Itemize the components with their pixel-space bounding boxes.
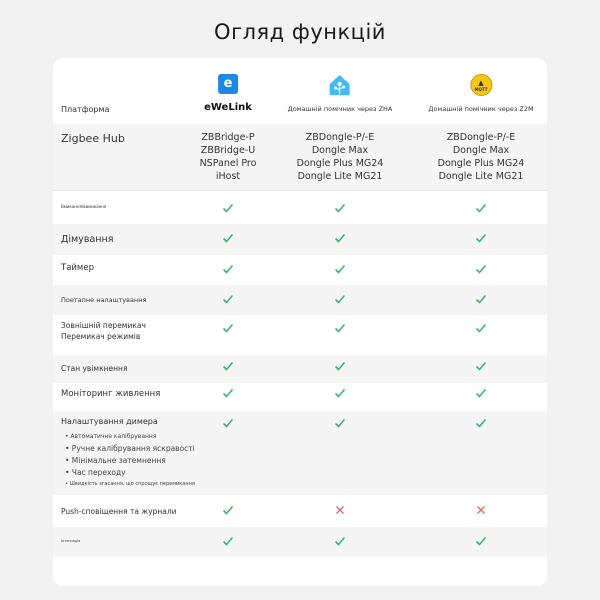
zigbee-hub-row: [53, 124, 547, 190]
feature-label: Зовнішній перемикач: [61, 321, 146, 330]
hub-item: Dongle Plus MG24: [296, 158, 384, 169]
zha-hubs: [297, 131, 384, 183]
hub-item: ZBBridge-U: [200, 145, 256, 156]
check-icon: [334, 232, 346, 244]
check-icon: [222, 535, 234, 547]
check-icon: [475, 417, 487, 429]
feature-row-dimming: [53, 224, 547, 255]
check-icon: [475, 232, 487, 244]
check-icon: [475, 263, 487, 275]
check-icon: [475, 293, 487, 305]
check-icon: [334, 360, 346, 372]
check-icon: [222, 417, 234, 429]
check-icon: [222, 232, 234, 244]
check-icon: [334, 202, 346, 214]
check-icon: [222, 360, 234, 372]
check-icon: [334, 535, 346, 547]
check-icon: [475, 202, 487, 214]
feature-label: Вмикання/вимикання: [61, 204, 107, 209]
check-icon: [334, 387, 346, 399]
z2m-name: Домашній помічник через Z2M: [428, 105, 534, 113]
hub-item: ZBDongle-P/-E: [446, 132, 516, 143]
feature-row-on-off: [53, 191, 547, 224]
check-icon: [475, 322, 487, 334]
feature-sub-item: • Ручне калібрування яскравості: [65, 444, 195, 453]
hub-item: Dongle Lite MG21: [297, 171, 383, 182]
feature-row-timer: [53, 255, 547, 285]
feature-sub-item: • Швидкість згасання, що спрощує перемикання: [65, 481, 195, 487]
feature-sub-item: • Час переходу: [65, 468, 126, 477]
hub-item: ZBDongle-P/-E: [305, 132, 375, 143]
feature-label: Дімування: [61, 234, 114, 245]
hub-item: Dongle Max: [452, 145, 510, 156]
cross-icon: [475, 504, 487, 516]
check-icon: [334, 417, 346, 429]
feature-label: Налаштування димера: [61, 417, 158, 426]
page-title: Огляд функцій: [214, 20, 386, 44]
cross-icon: [334, 504, 346, 516]
feature-sub-item: • Автоматичне калібрування: [65, 433, 157, 440]
zha-column-header: [288, 74, 393, 113]
hub-item: NSPanel Pro: [199, 158, 257, 169]
check-icon: [222, 322, 234, 334]
ewelink-name: eWeLink: [204, 102, 252, 113]
ewelink-hubs: [200, 131, 257, 183]
zigbee2mqtt-logo-icon: ▲ MQTT: [470, 74, 492, 96]
check-icon: [222, 504, 234, 516]
feature-label: Інтеграція: [61, 539, 81, 543]
feature-label: Таймер: [61, 263, 94, 273]
ewelink-column-header: [204, 74, 252, 113]
feature-row-staged-setup: [53, 285, 547, 315]
check-icon: [334, 322, 346, 334]
check-icon: [475, 360, 487, 372]
feature-label: Поетапне налаштування: [61, 296, 147, 304]
check-icon: [334, 293, 346, 305]
check-icon: [222, 293, 234, 305]
feature-label: Моніторинг живлення: [61, 389, 161, 399]
feature-row-push-notifications: [53, 495, 547, 527]
feature-row-integration: [53, 527, 547, 557]
check-icon: [475, 535, 487, 547]
platform-label: Платформа: [61, 105, 110, 114]
check-icon: [475, 387, 487, 399]
check-icon: [222, 202, 234, 214]
feature-label-secondary: Перемикач режимів: [61, 332, 141, 341]
hub-item: Dongle Max: [311, 145, 369, 156]
z2m-hubs: [438, 131, 525, 183]
ewelink-logo-icon: e: [218, 74, 238, 94]
hub-item: Dongle Plus MG24: [437, 158, 525, 169]
feature-sub-item: • Мінімальне затемнення: [65, 456, 166, 465]
header-row: [53, 58, 547, 124]
feature-label: Стан увімкнення: [61, 364, 128, 373]
feature-row-power-state: [53, 355, 547, 383]
feature-row-external-switch: [53, 315, 547, 355]
hub-item: iHost: [215, 171, 241, 182]
check-icon: [334, 263, 346, 275]
hub-item: ZBBridge-P: [201, 132, 255, 143]
feature-comparison-card: [53, 58, 547, 586]
check-icon: [222, 387, 234, 399]
feature-row-power-monitoring: [53, 383, 547, 411]
home-assistant-logo-icon: [329, 74, 351, 96]
feature-label: Push-сповіщення та журнали: [61, 507, 177, 516]
z2m-column-header: [428, 74, 533, 113]
zha-name: Домашній помічник через ZHA: [287, 105, 393, 113]
hub-item: Dongle Lite MG21: [438, 171, 524, 182]
feature-row-dimmer-settings: [53, 411, 547, 495]
zigbee-hub-label: Zigbee Hub: [61, 132, 125, 145]
check-icon: [222, 263, 234, 275]
